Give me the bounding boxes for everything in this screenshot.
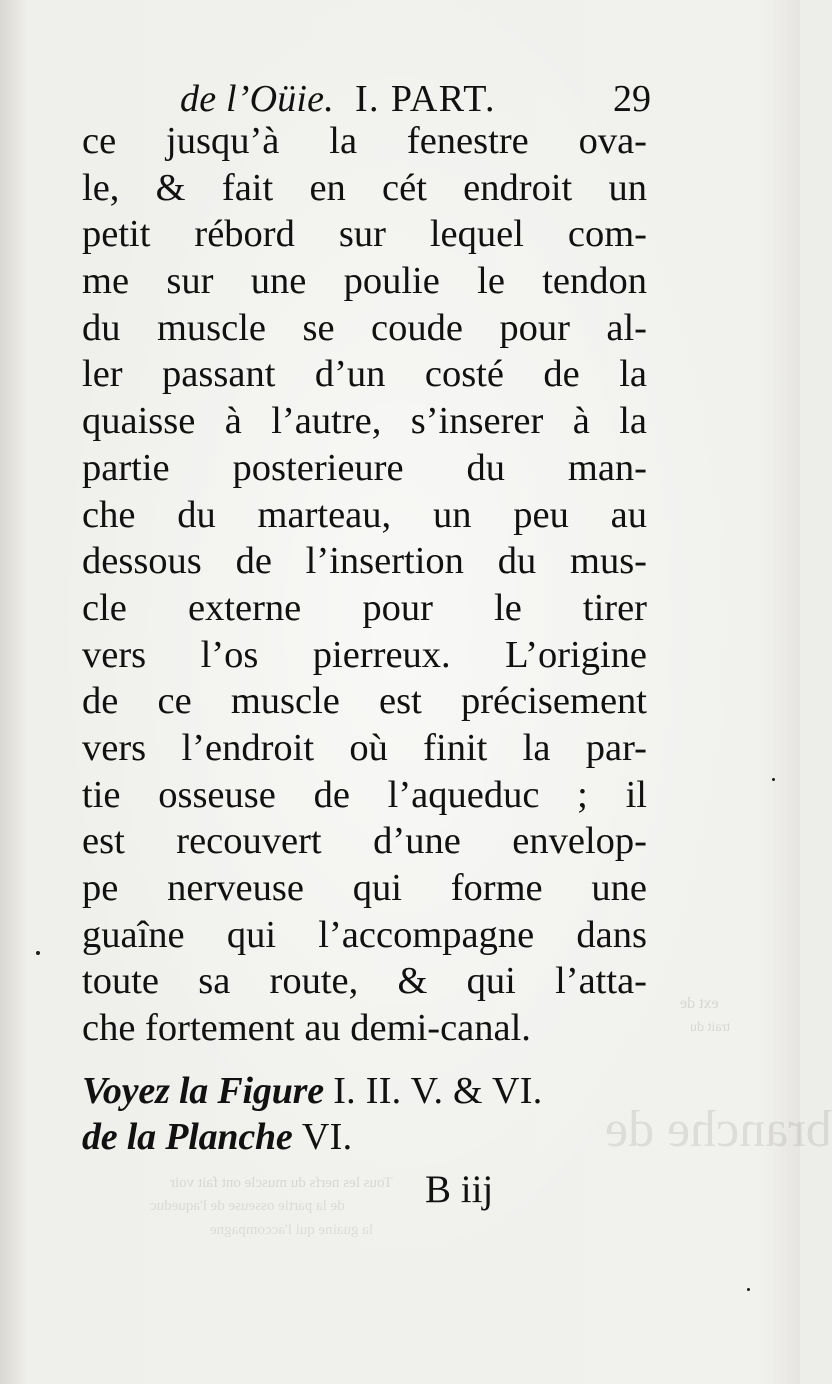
plate-reference-italic: de la Planche [82, 1116, 302, 1158]
text-line: che fortement au demi-canal. [82, 1007, 531, 1050]
show-through-text: de la partie osseuse de l'aqueduc [150, 1198, 345, 1214]
text-line: toute sa route, & qui l’atta- [82, 960, 647, 1003]
running-title: de l’Oüie. [180, 78, 334, 120]
text-line: de ce muscle est précisement [82, 680, 647, 723]
running-header [180, 74, 655, 124]
text-line: tie osseuse de l’aqueduc ; il [82, 773, 647, 816]
text-line: cle externe pour le tirer [82, 586, 647, 629]
ink-speck [747, 1288, 750, 1291]
text-line: petit rébord sur lequel com- [82, 213, 647, 256]
text-line: me sur une poulie le tendon [82, 260, 647, 303]
show-through-text: Tous les nerfs du muscle ont fait voir [170, 1175, 393, 1191]
figure-reference-italic: Voyez la Figure [82, 1070, 334, 1112]
text-line: vers l’os pierreux. L’origine [82, 633, 647, 676]
text-line: guaîne qui l’accompagne dans [82, 913, 647, 956]
ink-speck [772, 778, 775, 781]
page-number: 29 [613, 78, 651, 120]
text-line: partie posterieure du man- [82, 446, 647, 489]
main-text-block [82, 118, 647, 1052]
text-line: ce jusqu’à la fenestre ova- [82, 120, 647, 162]
show-through-text: la guaine qui l'accompagne [210, 1222, 374, 1238]
figure-reference-numbers: I. II. V. & VI. [333, 1070, 543, 1112]
show-through-text: trait du [690, 1020, 731, 1035]
text-line: vers l’endroit où finit la par- [82, 726, 647, 769]
part-label: I. PART. [355, 78, 496, 120]
figure-reference-line [82, 1068, 642, 1114]
show-through-text: ext de [680, 995, 719, 1012]
signature-mark: B iij [425, 1168, 494, 1211]
text-line: du muscle se coude pour al- [82, 306, 647, 349]
plate-reference-line [82, 1114, 642, 1160]
text-line: ler passant d’un costé de la [82, 353, 647, 396]
text-line: quaisse à l’autre, s’inserer à la [82, 400, 647, 443]
text-line: che du marteau, un peu au [82, 493, 647, 536]
figure-reference [82, 1068, 642, 1160]
text-line: le, & fait en cét endroit un [82, 166, 647, 209]
plate-number: VI. [301, 1116, 353, 1158]
text-line: dessous de l’insertion du mus- [82, 540, 647, 583]
ink-speck [36, 951, 40, 955]
show-through-text: branche de [605, 1101, 832, 1158]
text-line: est recouvert d’une envelop- [82, 820, 647, 863]
text-line: pe nerveuse qui forme une [82, 867, 647, 909]
